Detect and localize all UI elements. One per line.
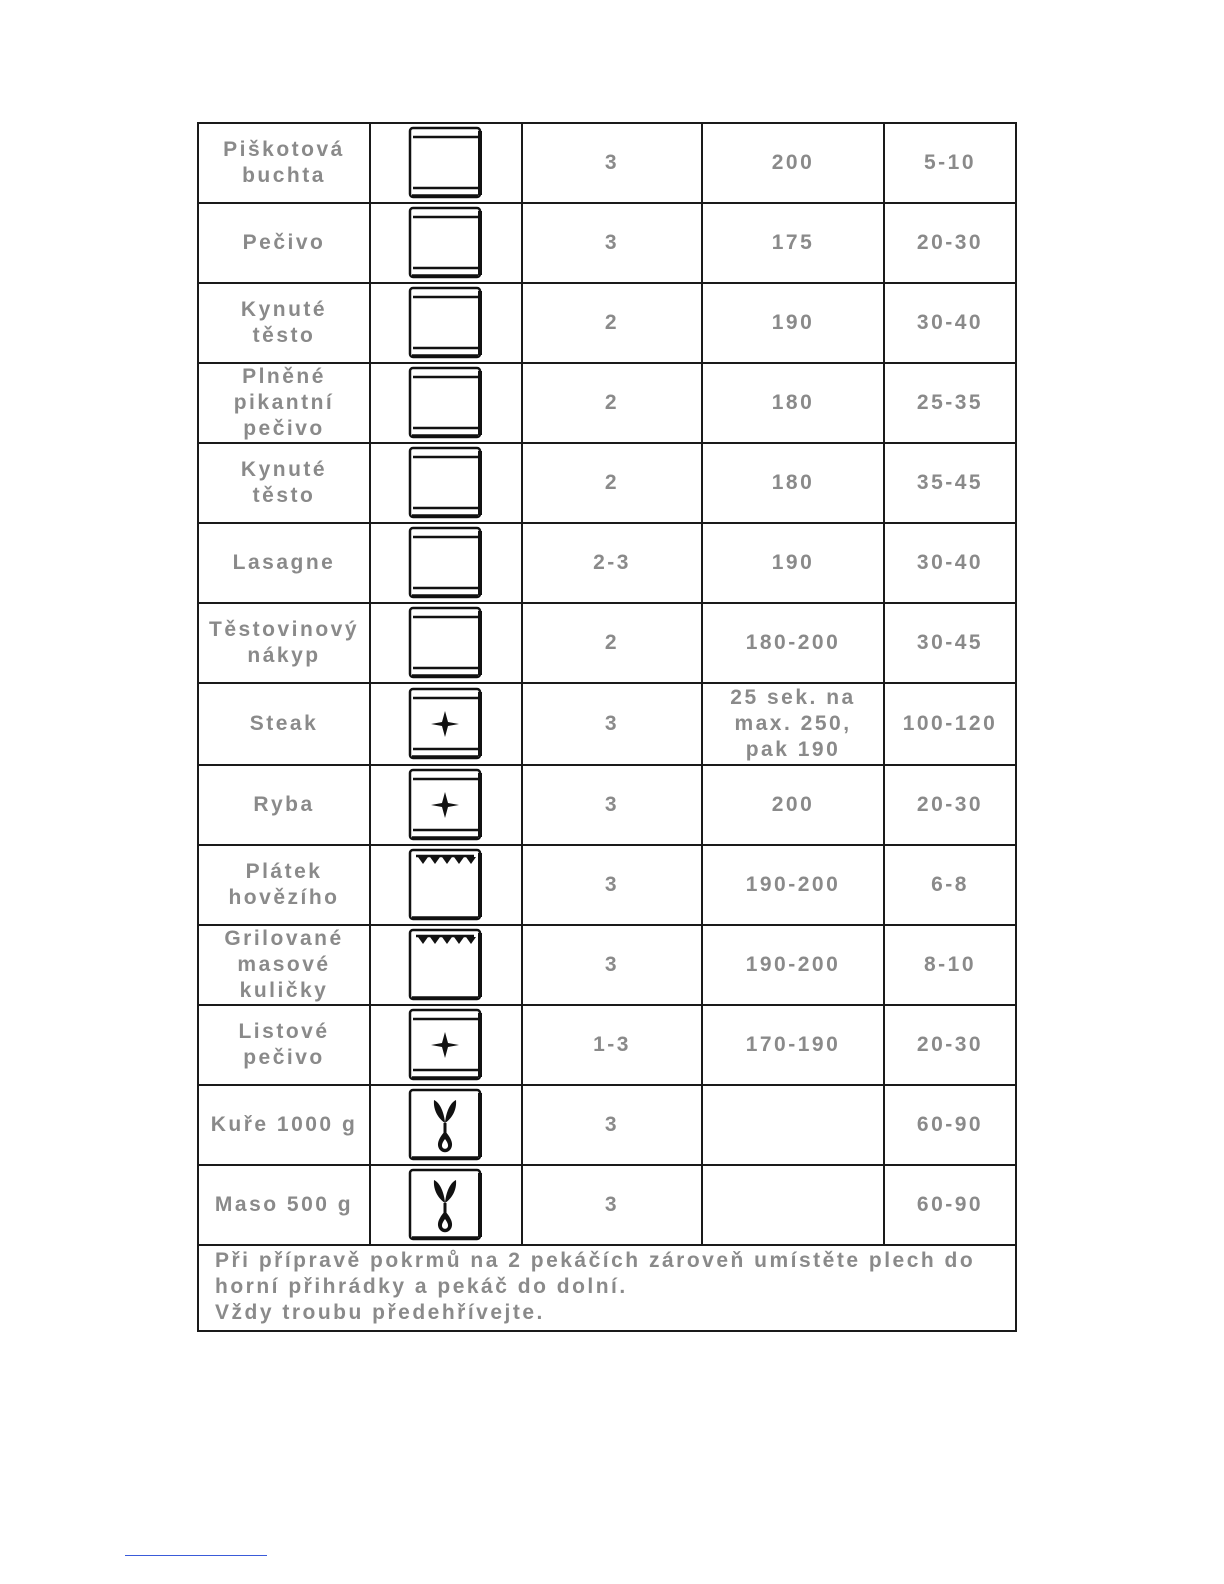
temperature: 200	[771, 793, 815, 816]
temperature: 175	[771, 231, 815, 254]
food-name: Grilované masové kuličky	[224, 927, 344, 1002]
temp-cell	[702, 443, 884, 523]
table-row	[198, 845, 1016, 925]
temp-cell	[702, 523, 884, 603]
cooking-time: 60-90	[916, 1193, 984, 1216]
time-cell	[884, 1005, 1016, 1085]
cooking-time: 5-10	[923, 151, 977, 174]
time-cell	[884, 683, 1016, 765]
fan-heat-icon	[406, 1007, 486, 1083]
level-cell	[522, 443, 702, 523]
mode-cell	[370, 1165, 522, 1245]
mode-cell	[370, 845, 522, 925]
mode-cell	[370, 925, 522, 1005]
temp-cell	[702, 283, 884, 363]
bottom-top-heat-icon	[406, 605, 486, 681]
note-line-3: Vždy troubu předehřívejte.	[215, 1301, 545, 1324]
level-cell	[522, 603, 702, 683]
temperature: 190-200	[745, 953, 841, 976]
level-cell	[522, 1165, 702, 1245]
mode-cell	[370, 363, 522, 443]
table-row	[198, 523, 1016, 603]
level-cell	[522, 1005, 702, 1085]
temp-cell	[702, 1165, 884, 1245]
rotisserie-icon	[406, 1167, 486, 1243]
shelf-level: 3	[604, 151, 620, 174]
temp-cell	[702, 845, 884, 925]
food-name: Lasagne	[232, 551, 336, 574]
food-cell	[198, 683, 370, 765]
mode-cell	[370, 765, 522, 845]
temp-cell	[702, 603, 884, 683]
level-cell	[522, 683, 702, 765]
mode-cell	[370, 283, 522, 363]
cooking-time: 30-40	[916, 311, 984, 334]
cooking-time: 8-10	[923, 953, 977, 976]
temperature: 190	[771, 311, 815, 334]
shelf-level: 3	[604, 793, 620, 816]
time-cell	[884, 123, 1016, 203]
food-name: Maso 500 g	[214, 1193, 354, 1216]
temp-cell	[702, 765, 884, 845]
shelf-level: 2-3	[593, 551, 631, 574]
temperature: 190	[771, 551, 815, 574]
temp-cell	[702, 363, 884, 443]
temperature: 190-200	[745, 873, 841, 896]
mode-cell	[370, 523, 522, 603]
bottom-top-heat-icon	[406, 525, 486, 601]
time-cell	[884, 363, 1016, 443]
time-cell	[884, 845, 1016, 925]
food-name: Kynuté těsto	[240, 458, 328, 507]
table-row	[198, 765, 1016, 845]
food-name: Kynuté těsto	[240, 298, 328, 347]
rotisserie-icon	[406, 1087, 486, 1163]
shelf-level: 2	[604, 471, 620, 494]
note-cell	[198, 1245, 1016, 1331]
temperature: 180	[771, 471, 815, 494]
bottom-top-heat-icon	[406, 365, 486, 441]
temp-cell	[702, 683, 884, 765]
food-name: Steak	[249, 712, 319, 735]
mode-cell	[370, 683, 522, 765]
time-cell	[884, 1165, 1016, 1245]
level-cell	[522, 363, 702, 443]
temp-cell	[702, 123, 884, 203]
level-cell	[522, 765, 702, 845]
table-row	[198, 925, 1016, 1005]
food-name: Plátek hovězího	[228, 860, 340, 909]
food-cell	[198, 925, 370, 1005]
grill-icon	[406, 847, 486, 923]
temperature: 25 sek. na max. 250, pak 190	[730, 686, 856, 761]
food-cell	[198, 443, 370, 523]
grill-icon	[406, 927, 486, 1003]
shelf-level: 3	[604, 873, 620, 896]
table-row	[198, 1165, 1016, 1245]
food-cell	[198, 363, 370, 443]
mode-cell	[370, 203, 522, 283]
temperature: 180	[771, 391, 815, 414]
food-cell	[198, 845, 370, 925]
table-row	[198, 123, 1016, 203]
shelf-level: 2	[604, 311, 620, 334]
level-cell	[522, 1085, 702, 1165]
mode-cell	[370, 123, 522, 203]
temperature: 200	[771, 151, 815, 174]
shelf-level: 3	[604, 231, 620, 254]
table-row	[198, 683, 1016, 765]
bottom-top-heat-icon	[406, 445, 486, 521]
table-row	[198, 603, 1016, 683]
cooking-time: 20-30	[916, 231, 984, 254]
time-cell	[884, 523, 1016, 603]
cooking-time: 35-45	[916, 471, 984, 494]
food-cell	[198, 523, 370, 603]
time-cell	[884, 283, 1016, 363]
footer-rule	[125, 1555, 267, 1556]
shelf-level: 3	[604, 1193, 620, 1216]
bottom-top-heat-icon	[406, 125, 486, 201]
shelf-level: 3	[604, 1113, 620, 1136]
fan-heat-icon	[406, 767, 486, 843]
food-cell	[198, 203, 370, 283]
time-cell	[884, 1085, 1016, 1165]
cooking-time: 30-40	[916, 551, 984, 574]
table-row	[198, 283, 1016, 363]
mode-cell	[370, 1005, 522, 1085]
shelf-level: 3	[604, 712, 620, 735]
food-cell	[198, 603, 370, 683]
time-cell	[884, 603, 1016, 683]
level-cell	[522, 123, 702, 203]
cooking-time: 30-45	[916, 631, 984, 654]
cooking-time: 6-8	[931, 873, 969, 896]
bottom-top-heat-icon	[406, 205, 486, 281]
food-name: Listové pečivo	[238, 1020, 330, 1069]
cooking-time: 20-30	[916, 1033, 984, 1056]
shelf-level: 2	[604, 631, 620, 654]
shelf-level: 1-3	[593, 1033, 631, 1056]
food-cell	[198, 283, 370, 363]
level-cell	[522, 523, 702, 603]
table-row	[198, 1005, 1016, 1085]
food-cell	[198, 1005, 370, 1085]
food-name: Těstovinový nákyp	[209, 618, 360, 667]
food-name: Piškotová buchta	[223, 138, 345, 187]
time-cell	[884, 203, 1016, 283]
time-cell	[884, 443, 1016, 523]
note-line-2: horní přihrádky a pekáč do dolní.	[215, 1275, 628, 1298]
temp-cell	[702, 203, 884, 283]
shelf-level: 2	[604, 391, 620, 414]
fan-heat-icon	[406, 686, 486, 762]
temperature: 170-190	[745, 1033, 841, 1056]
mode-cell	[370, 603, 522, 683]
food-cell	[198, 765, 370, 845]
food-cell	[198, 123, 370, 203]
temp-cell	[702, 1085, 884, 1165]
table-row	[198, 443, 1016, 523]
table-row	[198, 203, 1016, 283]
cooking-time: 25-35	[916, 391, 984, 414]
level-cell	[522, 925, 702, 1005]
temp-cell	[702, 1005, 884, 1085]
note-line-1: Při přípravě pokrmů na 2 pekáčích zároveň umístěte plech do	[215, 1249, 976, 1272]
cooking-time: 20-30	[916, 793, 984, 816]
shelf-level: 3	[604, 953, 620, 976]
food-cell	[198, 1165, 370, 1245]
level-cell	[522, 845, 702, 925]
food-name: Plněné pikantní pečivo	[233, 365, 335, 440]
food-name: Ryba	[253, 793, 315, 816]
time-cell	[884, 765, 1016, 845]
cooking-table	[197, 122, 1017, 1332]
table-row	[198, 363, 1016, 443]
food-name: Pečivo	[242, 231, 326, 254]
temperature: 180-200	[745, 631, 841, 654]
cooking-time: 60-90	[916, 1113, 984, 1136]
mode-cell	[370, 1085, 522, 1165]
table-row	[198, 1085, 1016, 1165]
time-cell	[884, 925, 1016, 1005]
temp-cell	[702, 925, 884, 1005]
bottom-top-heat-icon	[406, 285, 486, 361]
level-cell	[522, 203, 702, 283]
cooking-time: 100-120	[902, 712, 998, 735]
mode-cell	[370, 443, 522, 523]
level-cell	[522, 283, 702, 363]
food-cell	[198, 1085, 370, 1165]
food-name: Kuře 1000 g	[210, 1113, 358, 1136]
